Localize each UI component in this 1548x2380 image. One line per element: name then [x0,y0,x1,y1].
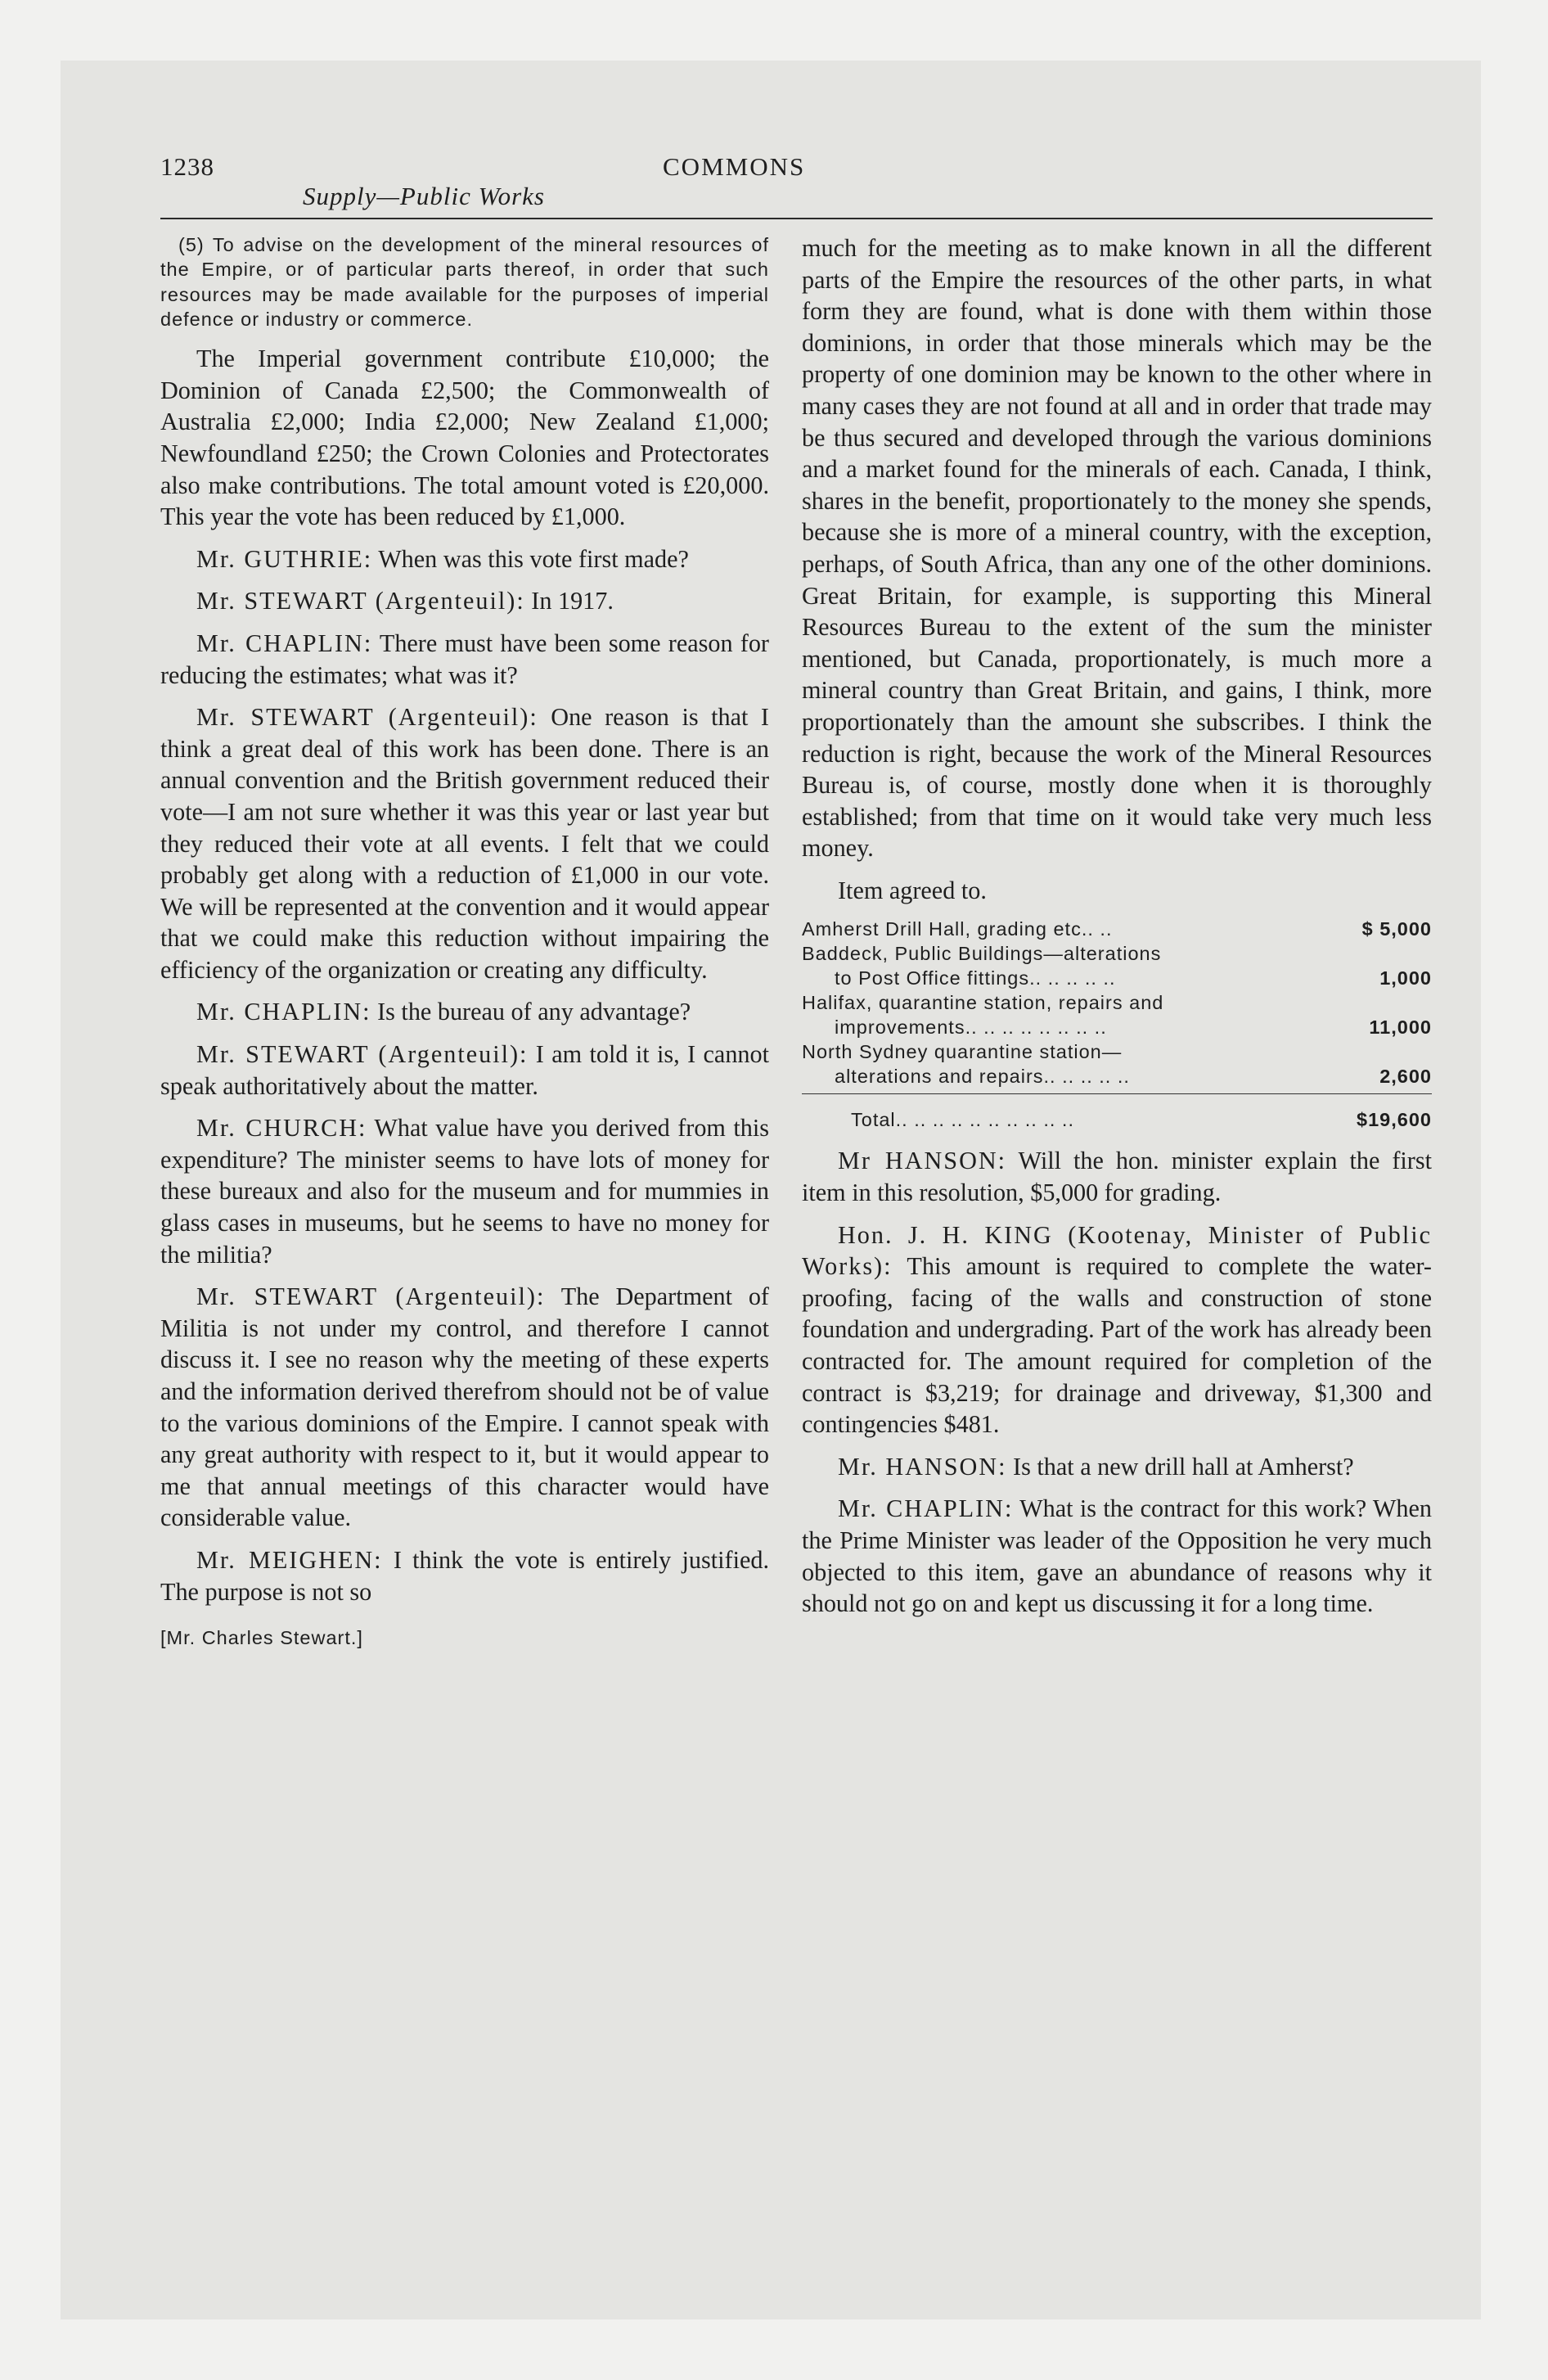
speech [160,1544,769,1607]
speech-text: The Department of Militia is not under my control, and therefore I cannot discuss it. I see no reason why the meeting of these experts and the information derived therefrom should not be of value to the various dominions of the Empire. I cannot speak with any great authority with respect to it, but it would appear to me that annual meetings of this character would have considerable value. [160,1282,769,1532]
table-row [802,941,1432,990]
footer-speaker-reference: [Mr. Charles Stewart.] [160,1627,363,1649]
speech-text: One reason is that I think a great deal of this work has been done. There is an annual convention and the British government reduced their vote—I am not sure whether it was this year or last year but they reduced their vote at all events. I felt that we could probably get along with a reduction of £1,000 in our vote. We will be represented at the convention and it would appear that we could make this reduction without impairing the efficiency of the organization or creating any difficulty. [160,703,769,984]
item-line: Baddeck, Public Buildings—alterations [802,943,1162,965]
page-number: 1238 [160,152,214,181]
speech-text: I am told it is, I cannot speak authoritatively about the matter. [160,1040,769,1100]
item-line-continued: improvements.. .. .. .. .. .. .. .. [835,1016,1107,1039]
speech-text: When was this vote first made? [372,544,689,573]
item-line: Halifax, quarantine station, repairs and [802,992,1164,1014]
item-description [802,990,1325,1039]
running-title: COMMONS [663,152,806,181]
speech-text: In 1917. [524,587,614,615]
speaker-name: Mr. CHAPLIN: [196,629,373,657]
speaker-name: Mr. CHAPLIN: [196,998,371,1026]
speech-text: What is the contract for this work? When the Prime Minister was leader of the Opposition he very much objected to this item, gave an abundance of reasons why it should not go on and kept us discussing it for a long time. [802,1494,1433,1618]
items-table [802,917,1432,1132]
speaker-name: Mr. STEWART (Argenteuil): [196,587,525,615]
speech [160,628,769,691]
left-column [160,232,769,1665]
speaker-name: Mr. STEWART (Argenteuil): [196,703,538,732]
item-amount: 11,000 [1369,1016,1432,1039]
speaker-name: Mr. STEWART (Argenteuil): [196,1040,529,1069]
header-rule [160,218,1433,219]
item-description [802,917,1325,941]
item-line-continued: to Post Office fittings.. .. .. .. .. [835,967,1116,989]
table-row [802,1039,1432,1089]
speech [160,585,769,617]
paragraph: Item agreed to. [838,876,987,904]
right-column [802,232,1432,1630]
speech [160,996,769,1028]
speaker-name: Mr. GUTHRIE: [196,544,373,573]
item-description [802,1039,1325,1089]
speech-text: I think the vote is entirely justified. The purpose is not so [160,1545,769,1606]
item-amount: 2,600 [1379,1066,1432,1088]
speaker-name: Mr. CHURCH: [196,1114,367,1143]
speech-text: There must have been some reason for reducing the estimates; what was it? [160,629,769,689]
item-description [802,941,1325,990]
total-label: Total.. .. .. .. .. .. .. .. .. .. [851,1109,1074,1131]
speech [802,1219,1432,1440]
item-amount: 1,000 [1379,967,1432,989]
total-rule [802,1093,1432,1094]
speech [160,1281,769,1534]
section-title: Supply—Public Works [303,182,545,210]
speech-text: Is that a new drill hall at Amherst? [1006,1452,1354,1481]
item-line: North Sydney quarantine station— [802,1041,1123,1063]
speaker-name: Mr HANSON: [838,1147,1007,1175]
speaker-name: Mr. HANSON: [838,1452,1007,1481]
speech [160,543,769,575]
speech [802,1493,1432,1619]
speech [160,701,769,985]
speech [802,1451,1432,1483]
speech-text: What value have you derived from this expenditure? The minister seems to have lots of money for these bureaux and also for the museum and for mummies in glass cases in museums, but he seems to have no money for the militia? [160,1114,769,1269]
paragraph: much for the meeting as to make known in all the different parts of the Empire the resources of the other parts, in what form they are found, what is done with them within those dominions, in order that those minerals which may be the property of one dominion may be known to the other where in many cases they are not found at all and in order that trade may be thus secured and developed through the various dominions and a market found for the minerals of each. Canada, I think, shares in the benefit, proportionately to the money she spends, because she is more of a mineral country, with the exception, perhaps, of South Africa, than any one of the other dominions. Great Britain, for example, is supporting this Mineral Resources Bureau to the extent of the sum the minister mentioned, but Canada, proportionately, is much more a mineral country than Great Britain, and gains, I think, more proportionately than the amount she subscribes. I think the reduction is right, because the work of the Mineral Resources Bureau is, of course, mostly done when it is thoroughly established; from that time on it would take very much less money. [802,234,1432,863]
speech-text: This amount is required to complete the water-proofing, facing of the walls and construction of stone foundation and undergrading. Part of the work has already been contracted for. The amount required for completion of the contract is $3,219; for drainage and driveway, $1,300 and contingencies $481. [802,1252,1432,1439]
speech [802,1145,1432,1208]
speaker-name: Mr. MEIGHEN: [196,1545,383,1574]
speech-text: Is the bureau of any advantage? [371,998,691,1026]
speech [160,1039,769,1102]
quoted-clause: (5) To advise on the development of the mineral resources of the Empire, or of particular parts thereof, in order that such resources may be made available for the purposes of imperial defence or industry or commerce. [160,234,769,330]
item-line: Amherst Drill Hall, grading etc.. .. [802,918,1113,940]
speech [160,1112,769,1270]
table-row [802,990,1432,1039]
speech-text: Will the hon. minister explain the first item in this resolution, $5,000 for grading. [802,1147,1432,1207]
paragraph: The Imperial government contribute £10,000; the Dominion of Canada £2,500; the Commonwealth of Australia £2,000; India £2,000; New Zealand £1,000; Newfoundland £250; the Crown Colonies and Protectorates also make contributions. The total amount voted is £20,000. This year the vote has been reduced by £1,000. [160,345,769,531]
table-row [802,917,1432,941]
item-amount: $ 5,000 [1361,918,1432,940]
item-line-continued: alterations and repairs.. .. .. .. .. [835,1066,1130,1088]
total-row [802,1107,1432,1132]
speaker-name: Mr. CHAPLIN: [838,1494,1014,1523]
speaker-name: Mr. STEWART (Argenteuil): [196,1282,546,1311]
total-amount: $19,600 [1357,1109,1432,1131]
speaker-name: Hon. J. H. KING (Kootenay, Minister of Public Works): [802,1220,1432,1281]
